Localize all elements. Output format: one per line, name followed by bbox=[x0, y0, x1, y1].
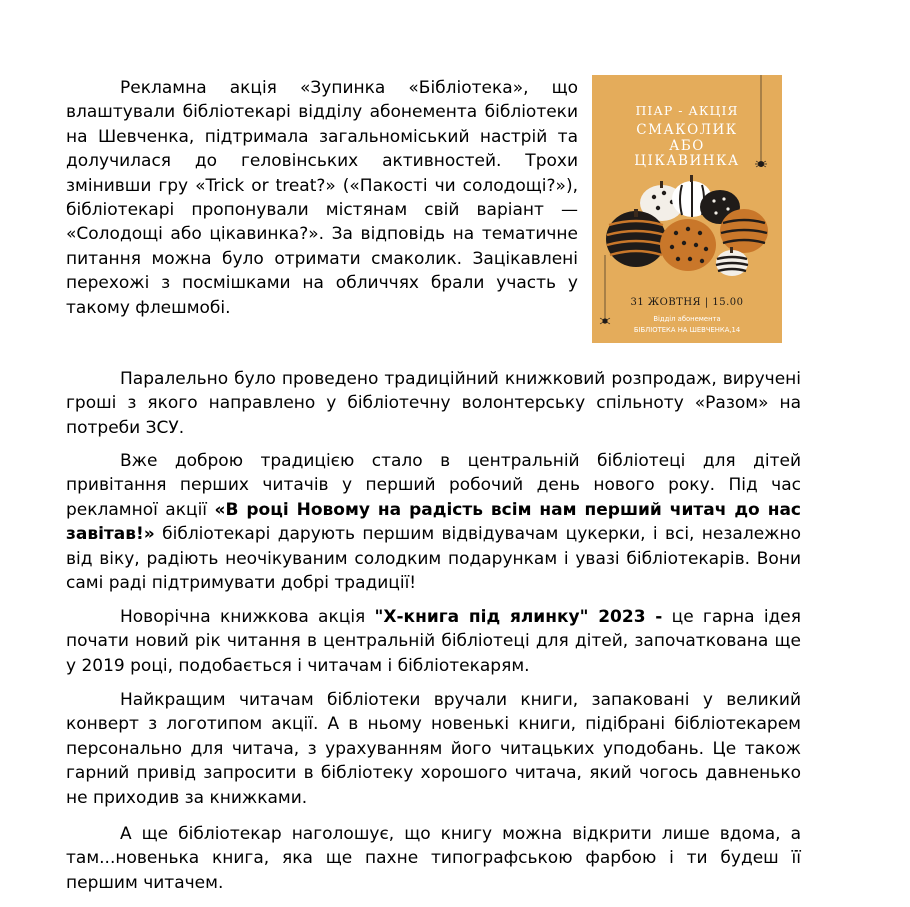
poster-date: 31 ЖОВТНЯ | 15.00 bbox=[630, 297, 744, 308]
poster-subtitle-line: СМАКОЛИК bbox=[636, 122, 738, 138]
action-name-bold: "Х-книга під ялинку" 2023 - bbox=[374, 607, 663, 627]
paragraph-x-book bbox=[66, 605, 801, 678]
paragraph-halloween-action bbox=[66, 76, 578, 320]
paragraph-text: Вже доброю традицією стало в центральній бібліотеці для дітей привітання перших читачів у перший робочий день нового року. Під час рекламної акції bbox=[66, 451, 801, 520]
poster-subtitle-line: АБО bbox=[669, 137, 705, 154]
paragraph-text: це гарна ідея почати новий рік читання в центральній бібліотеці для дітей, започаткована ще у 2019 році, подобається і читачам і бібліотекарям. bbox=[66, 607, 801, 676]
poster-subtitle bbox=[592, 123, 782, 170]
poster-department: Відділ абонемента bbox=[653, 315, 721, 323]
paragraph-best-readers bbox=[66, 688, 801, 810]
halloween-poster bbox=[592, 75, 782, 343]
poster-subtitle-line: ЦІКАВИНКА bbox=[634, 153, 740, 169]
paragraph-text: Новорічна книжкова акція bbox=[120, 607, 375, 627]
paragraph-text: Рекламна акція «Зупинка «Бібліотека», що влаштували бібліотекарі відділу абонемента бібліотеки на Шевченка, підтримала загальноміський настрій та долучилася до геловінських активностей. Трохи змінивши гру «Trick or treat?» («Пакості чи солодощі?»), бібліотекарі пропонували містянам свій варіант — «Солодощі або цікавинка?». За відповідь на тематичне питання можна було отримати смаколик. Зацікавлені перехожі з посмішками на обличчях брали участь у такому флешмобі. bbox=[66, 78, 578, 318]
paragraph-book-sale bbox=[66, 367, 801, 440]
paragraph-text: Паралельно було проведено традиційний книжковий розпродаж, виручені гроші з якого направлено у бібліотечну волонтерську спільноту «Разом» на потреби ЗСУ. bbox=[66, 369, 801, 438]
paragraph-text: А ще бібліотекар наголошує, що книгу можна відкрити лише вдома, а там...новенька книга, яка ще пахне типографською фарбою і ти будеш її першим читачем. bbox=[66, 824, 801, 893]
paragraph-text: Найкращим читачам бібліотеки вручали книги, запаковані у великий конверт з логотипом акції. А в ньому новенькі книги, підібрані бібліотекарем персонально для читача, з урахуванням його читацьких уподобань. Це також гарний привід запросити в бібліотеку хорошого читача, який чогось давненько не приходив за книжками. bbox=[66, 690, 801, 808]
paragraph-open-at-home bbox=[66, 822, 801, 895]
action-name-bold: «В році Новому на радість всім нам перший читач до нас завітав!» bbox=[66, 499, 801, 545]
poster-place: БІБЛІОТЕКА НА ШЕВЧЕНКА,14 bbox=[633, 326, 741, 334]
paragraph-text: бібліотекарі дарують першим відвідувачам цукерки, і всі, незалежно від віку, радіють неочікуваним солодким подарункам і увазі бібліотекарів. Вони самі раді підтримувати добрі традиції! bbox=[66, 524, 801, 594]
paragraph-first-reader bbox=[66, 449, 801, 595]
poster-title: ПІАР - АКЦІЯ bbox=[635, 103, 739, 118]
